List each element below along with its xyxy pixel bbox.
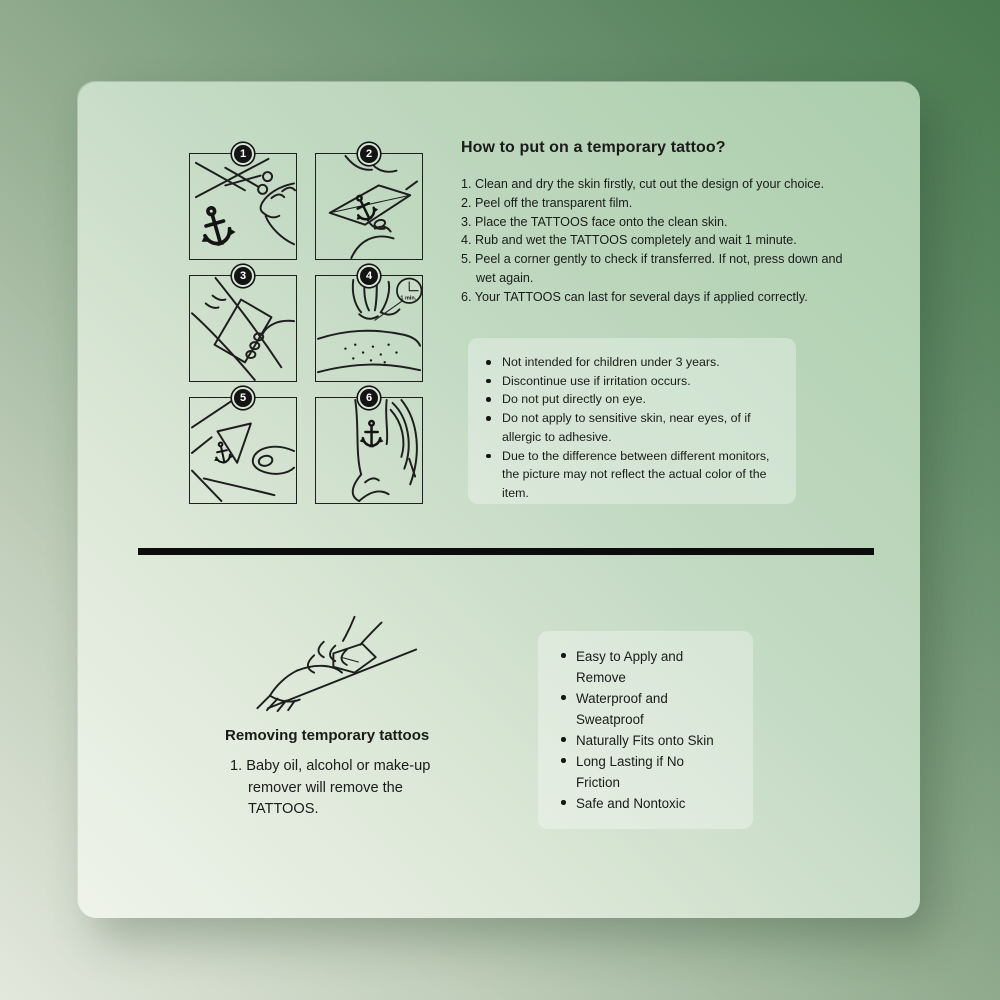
- feature-list: [559, 646, 743, 814]
- anchor-icon: [360, 421, 384, 447]
- step-figure-1: [189, 148, 297, 260]
- cut-out-design-illustration: [190, 154, 296, 259]
- feature-item: Naturally Fits onto Skin: [559, 730, 728, 751]
- warning-item: Do not apply to sensitive skin, near eyes, of if allergic to adhesive.: [484, 409, 788, 446]
- step-number-badge: 5: [232, 387, 254, 409]
- features-panel: [538, 631, 753, 829]
- instruction-card: [78, 82, 920, 918]
- apply-step: 6. Your TATTOOS can last for several days if applied correctly.: [461, 289, 808, 304]
- apply-step: 2. Peel off the transparent film.: [461, 195, 633, 210]
- water-dots: [344, 344, 397, 364]
- step-number-badge: 6: [358, 387, 380, 409]
- finished-tattoo-illustration: [316, 398, 422, 503]
- step-number-badge: 3: [232, 265, 254, 287]
- step-figure-2: [315, 148, 423, 260]
- removal-step: 1. Baby oil, alcohol or make-up remover will remove the TATTOOS.: [230, 758, 431, 817]
- step-figure-6: [315, 392, 423, 504]
- apply-step: 5. Peel a corner gently to check if transferred. If not, press down and wet again.: [461, 252, 843, 285]
- step-figure-5: [189, 392, 297, 504]
- warning-item: Due to the difference between different monitors, the picture may not reflect the actual color of the item.: [484, 447, 788, 503]
- apply-step: 3. Place the TATTOOS face onto the clean skin.: [461, 214, 728, 229]
- warning-item: Do not put directly on eye.: [484, 390, 788, 409]
- peel-corner-illustration: [190, 398, 296, 503]
- warning-list: [484, 353, 788, 503]
- warning-item: Not intended for children under 3 years.: [484, 353, 788, 372]
- rub-and-wet-illustration: [316, 276, 422, 381]
- step-figure-4: [315, 270, 423, 382]
- one-minute-timer-icon: [397, 278, 422, 303]
- timer-label: 1 min.: [400, 295, 417, 302]
- apply-step: 4. Rub and wet the TATTOOS completely and wait 1 minute.: [461, 233, 797, 248]
- removal-section-title: Removing temporary tattoos: [225, 727, 430, 744]
- feature-item: Waterproof and Sweatproof: [559, 688, 728, 730]
- feature-item: Safe and Nontoxic: [559, 793, 728, 814]
- step-figure-3: [189, 270, 297, 382]
- warning-item: Discontinue use if irritation occurs.: [484, 372, 788, 391]
- feature-item: Long Lasting if No Friction: [559, 751, 728, 793]
- section-divider: [138, 548, 874, 555]
- peel-film-illustration: [316, 154, 422, 259]
- step-number-badge: 2: [358, 143, 380, 165]
- feature-item: Easy to Apply and Remove: [559, 646, 728, 688]
- place-on-skin-illustration: [190, 276, 296, 381]
- anchor-icon: [193, 203, 238, 250]
- step-number-badge: 1: [232, 143, 254, 165]
- wiping-hands-illustration: [241, 613, 419, 713]
- apply-step: 1. Clean and dry the skin firstly, cut out the design of your choice.: [461, 177, 825, 191]
- step-figure-grid: [189, 148, 423, 504]
- warnings-panel: [468, 338, 796, 504]
- removal-step-list: [230, 756, 448, 821]
- step-number-badge: 4: [358, 265, 380, 287]
- apply-section-title: How to put on a temporary tattoo?: [461, 139, 726, 156]
- apply-step-list: [461, 175, 863, 307]
